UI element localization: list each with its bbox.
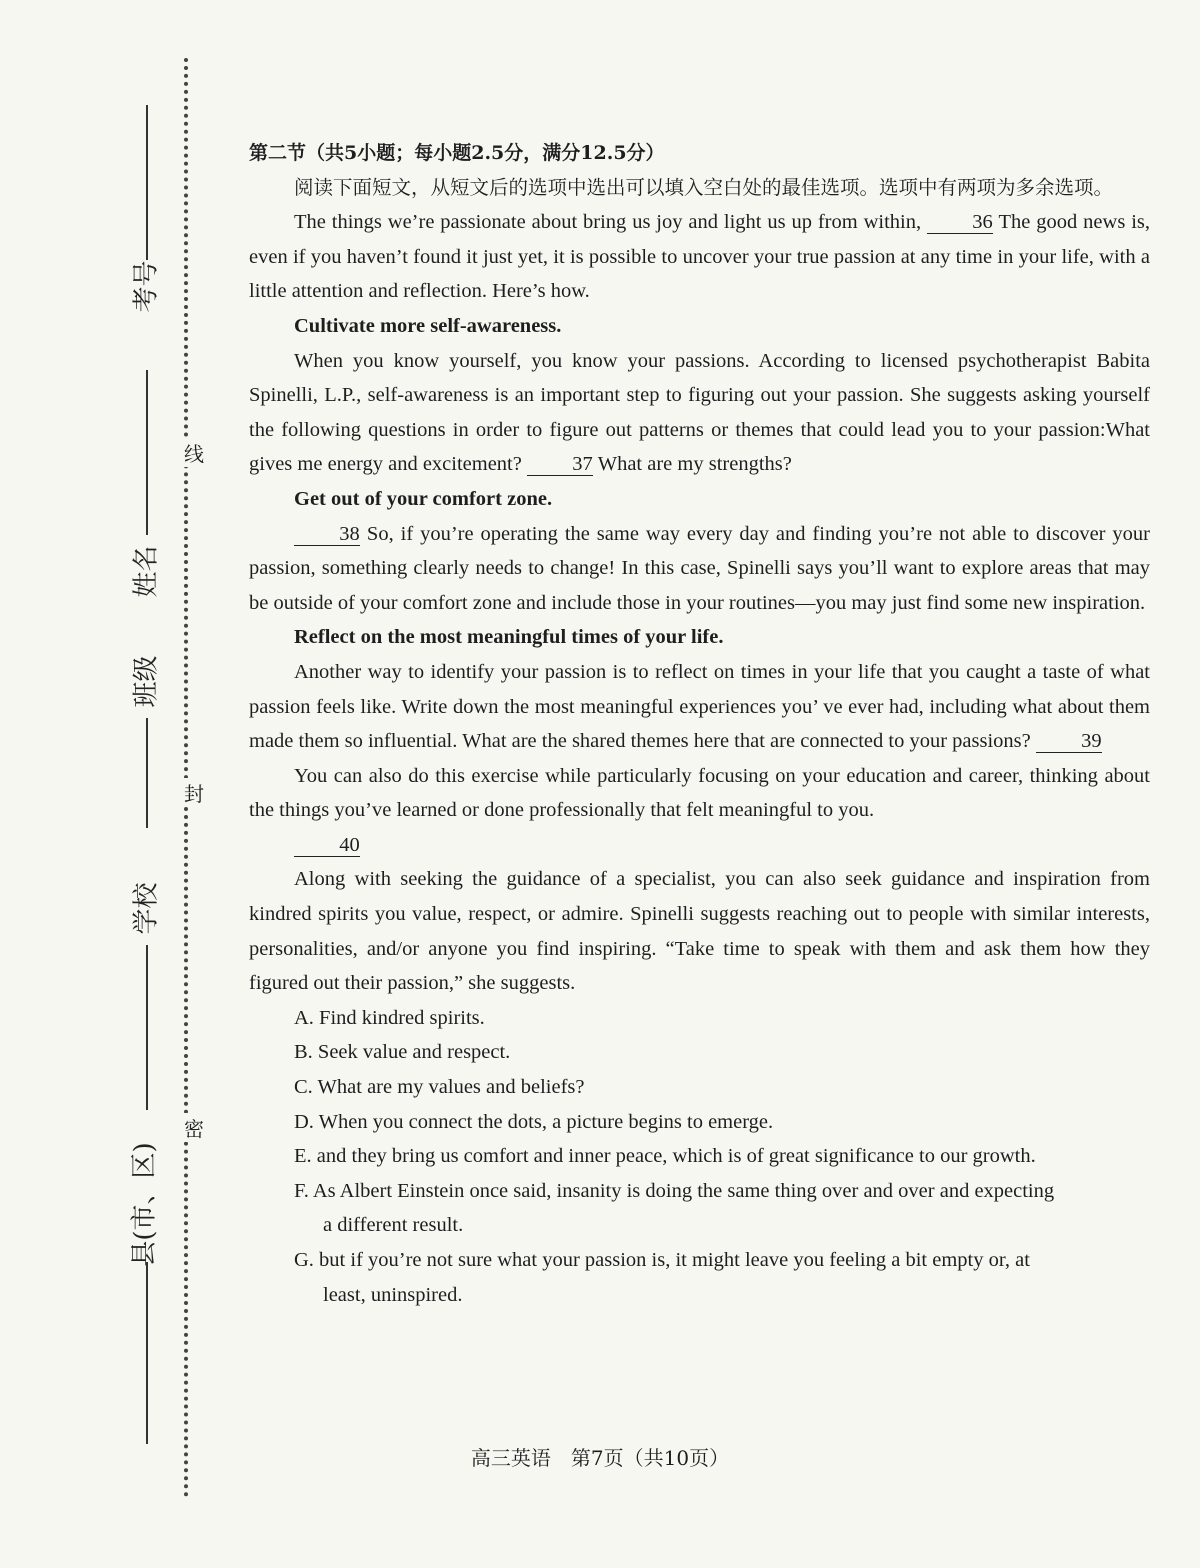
option-f-continued: a different result. [323,1214,464,1237]
margin-line [146,370,148,535]
margin-line [146,945,148,1110]
option-g-continued: least, uninspired. [323,1283,463,1306]
section-title: 第二节（共5小题；每小题2.5分，满分12.5分） [249,142,665,164]
name-label: 姓名 [131,545,162,598]
county-label: 县(市、区) [129,1142,160,1267]
paragraph-1: The things we’re passionate about bring us joy and light us up from within, 36 The good news is, even if you haven’t found it just yet, it is possible to uncover your true passion at any time in your life, with a little attention and reflection. Here’s how. [249,211,1151,303]
blank-38: 38 [294,523,360,546]
margin-line [146,105,148,260]
subheading-comfort-zone: Get out of your comfort zone. [294,487,553,510]
paragraph-2: When you know yourself, you know your passions. According to licensed psychotherapist Babita Spinelli, L.P., self-awareness is an important step to figuring out your passion. She suggests asking yourself the following questions in order to figure out patterns or themes that could lead you to your passion:What gives me energy and excitement? 37 What are my strengths? [249,349,1150,476]
blank-39: 39 [1036,730,1102,753]
option-b: B. Seek value and respect. [294,1041,511,1064]
paragraph-5: You can also do this exercise while particularly focusing on your education and career, thinking about the things you’ve learned or done professionally that felt meaningful to you. [249,764,1150,822]
subheading-self-awareness: Cultivate more self-awareness. [294,314,562,337]
blank-37: 37 [527,453,593,476]
paragraph-4: Another way to identify your passion is to reflect on times in your life that you caught a taste of what passion feels like. Write down the most meaningful experiences you’ ve ever had, including what about them made them so influential. What are the shared themes here that are connected to your passions? 39 [249,660,1150,753]
margin-line [146,718,148,828]
page-footer: 高三英语 第7页（共10页） [470,1446,730,1470]
exam-number-label: 考号 [131,260,162,313]
seal-mark-secret: 密 [184,1113,204,1142]
class-label: 班级 [131,655,162,708]
option-g: G. but if you’re not sure what your passion is, it might leave you feeling a bit empty or, at [294,1249,1030,1271]
option-f: F. As Albert Einstein once said, insanity is doing the same thing over and over and expecting [294,1179,1055,1202]
option-a: A. Find kindred spirits. [294,1006,485,1029]
blank-36: 36 [927,211,993,234]
subheading-reflect: Reflect on the most meaningful times of your life. [294,626,724,649]
seal-mark-seal: 封 [184,778,204,807]
school-label: 学校 [131,882,162,935]
margin-line [146,1262,148,1444]
paragraph-blank-40 [249,828,1150,863]
option-c: C. What are my values and beliefs? [294,1076,585,1099]
paragraph-3: 38 So, if you’re operating the same way every day and finding you’re not able to discover your passion, something clearly needs to change! In this case, Spinelli says you’ll want to explore areas that may be outside of your comfort zone and include those in your routines—you may just find some new inspiration. [249,522,1150,614]
option-d: D. When you connect the dots, a picture begins to emerge. [294,1110,774,1133]
page-content [249,136,1150,1312]
seal-mark-line: 线 [184,438,204,467]
instructions: 阅读下面短文，从短文后的选项中选出可以填入空白处的最佳选项。选项中有两项为多余选项。 [294,175,1114,199]
blank-40: 40 [294,834,360,857]
option-e: E. and they bring us comfort and inner peace, which is of great significance to our growth. [294,1145,1036,1168]
paragraph-6: Along with seeking the guidance of a specialist, you can also seek guidance and inspiration from kindred spirits you value, respect, or admire. Spinelli suggests reaching out to people with similar interests, personalities, and/or anyone you find inspiring. “Take time to speak with them and ask them how they figured out their passion,” she suggests. [249,868,1150,995]
